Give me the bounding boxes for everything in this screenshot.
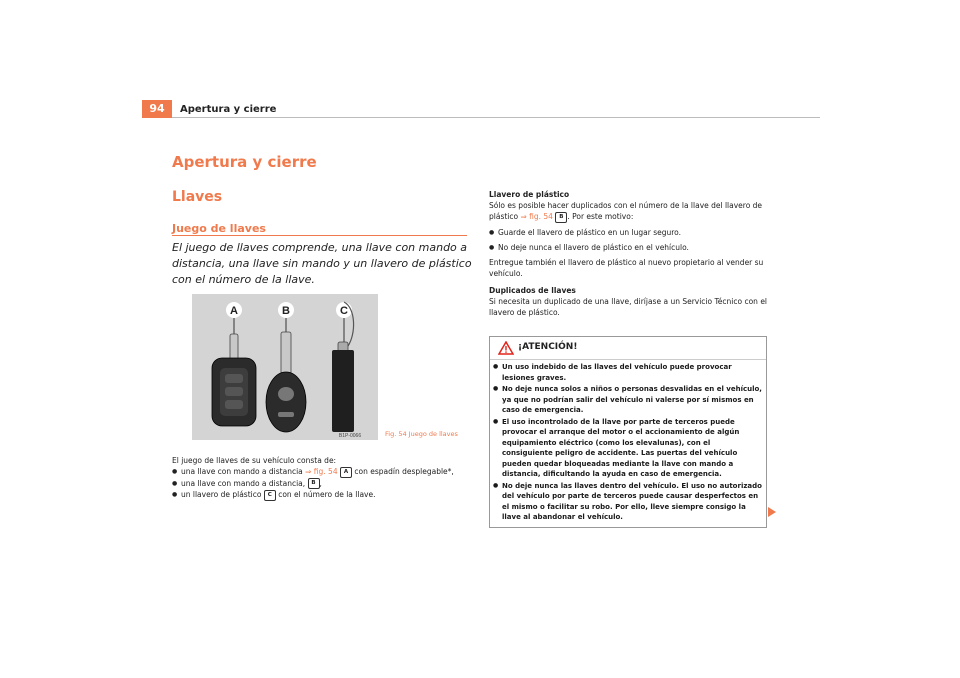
list-item (172, 489, 472, 501)
continue-arrow-icon (767, 507, 777, 517)
page-number: 94 (142, 100, 172, 118)
item-text: , (319, 478, 322, 488)
label-c (336, 302, 352, 318)
badge-b: B (555, 212, 567, 223)
keychain-heading: Llavero de plástico (489, 190, 570, 199)
figure-caption: Fig. 54 Juego de llaves (385, 430, 458, 438)
svg-text:B: B (282, 305, 290, 317)
intro-text: El juego de llaves comprende, una llave con mando a distancia, una llave sin mando y un llavero de plástico con el número de la llave. (172, 241, 472, 286)
item-text: una llave con mando a distancia (181, 467, 306, 476)
item-text: una llave con mando a distancia, (181, 478, 308, 488)
item-text: con espadín desplegable*, (352, 467, 454, 476)
warning-box (489, 336, 767, 528)
list-item (172, 478, 472, 490)
remote-key-a (212, 334, 256, 426)
duplicates-text: Si necesita un duplicado de una llave, diríjase a un Servicio Técnico con el llavero de plástico. (489, 296, 768, 317)
header-rule (172, 117, 820, 118)
svg-text:C: C (340, 305, 348, 317)
badge-c: C (264, 490, 276, 501)
list-item: ● No deje nunca solos a niños o personas desvalidas en el vehículo, ya que no podrían salir del vehículo ni valerse por sí mismos en caso de emergencia. (493, 384, 763, 416)
left-lead: El juego de llaves de su vehículo consta de: (172, 456, 337, 465)
subsection-title: Juego de llaves (172, 222, 266, 235)
list-item: ● El uso incontrolado de la llave por parte de terceros puede provocar el arranque del motor o el accionamiento de algún equipamiento eléctrico (como los elevalunas), con el consiguiente peligro de accidente. Las puertas del vehículo pueden quedar bloqueadas mediante la llave con mando a distancia, dificultando la ayuda en caso de emergencia. (493, 417, 763, 480)
list-item: ● No deje nunca el llavero de plástico en el vehículo. (489, 242, 769, 253)
list-item: ● Guarde el llavero de plástico en un lugar seguro. (489, 227, 769, 238)
list-item: ● Un uso indebido de las llaves del vehículo puede provocar lesiones graves. (493, 362, 763, 383)
warning-triangle-icon (498, 341, 514, 355)
figure-link[interactable]: ⇒ fig. 54 (305, 467, 338, 476)
warning-list (493, 362, 763, 524)
plain-key-b (266, 332, 306, 432)
keys-figure (192, 294, 378, 440)
label-a (226, 302, 242, 318)
keys-illustration (192, 294, 378, 440)
keychain-list (489, 227, 769, 253)
subsection-rule (172, 235, 467, 236)
warning-header (490, 337, 766, 360)
svg-text:A: A (230, 305, 238, 317)
plastic-keytag-c (332, 302, 354, 432)
keychain-paragraph (489, 200, 769, 223)
key-list (172, 466, 472, 501)
section-title: Llaves (172, 189, 223, 205)
right-body (489, 189, 769, 318)
keychain-transfer-text: Entregue también el llavero de plástico al nuevo propietario al vender su vehículo. (489, 257, 764, 278)
item-text: un llavero de plástico (181, 490, 264, 499)
duplicates-heading: Duplicados de llaves (489, 285, 576, 295)
badge-a: A (340, 467, 352, 478)
list-item (172, 466, 472, 478)
item-text: con el número de la llave. (275, 490, 376, 499)
figure-code: B1P-0066 (338, 433, 362, 439)
badge-b: B (308, 478, 320, 489)
warning-title: ¡ATENCIÓN! (518, 342, 578, 352)
left-body (172, 455, 472, 501)
running-header-title: Apertura y cierre (180, 104, 277, 115)
keychain-text: Sólo es posible hacer duplicados con el número de la llave del llavero de plástico (489, 201, 763, 221)
chapter-title: Apertura y cierre (172, 153, 317, 171)
label-b (278, 302, 294, 318)
list-item: ● No deje nunca las llaves dentro del vehículo. El uso no autorizado del vehículo por parte de terceros puede causar desperfectos en el mismo o facilitar su robo. Por ello, lleve siempre consigo la llave al abandonar el vehículo. (493, 481, 763, 523)
keychain-text: . Por este motivo: (567, 212, 634, 221)
figure-link[interactable]: ⇒ fig. 54 (520, 212, 553, 221)
